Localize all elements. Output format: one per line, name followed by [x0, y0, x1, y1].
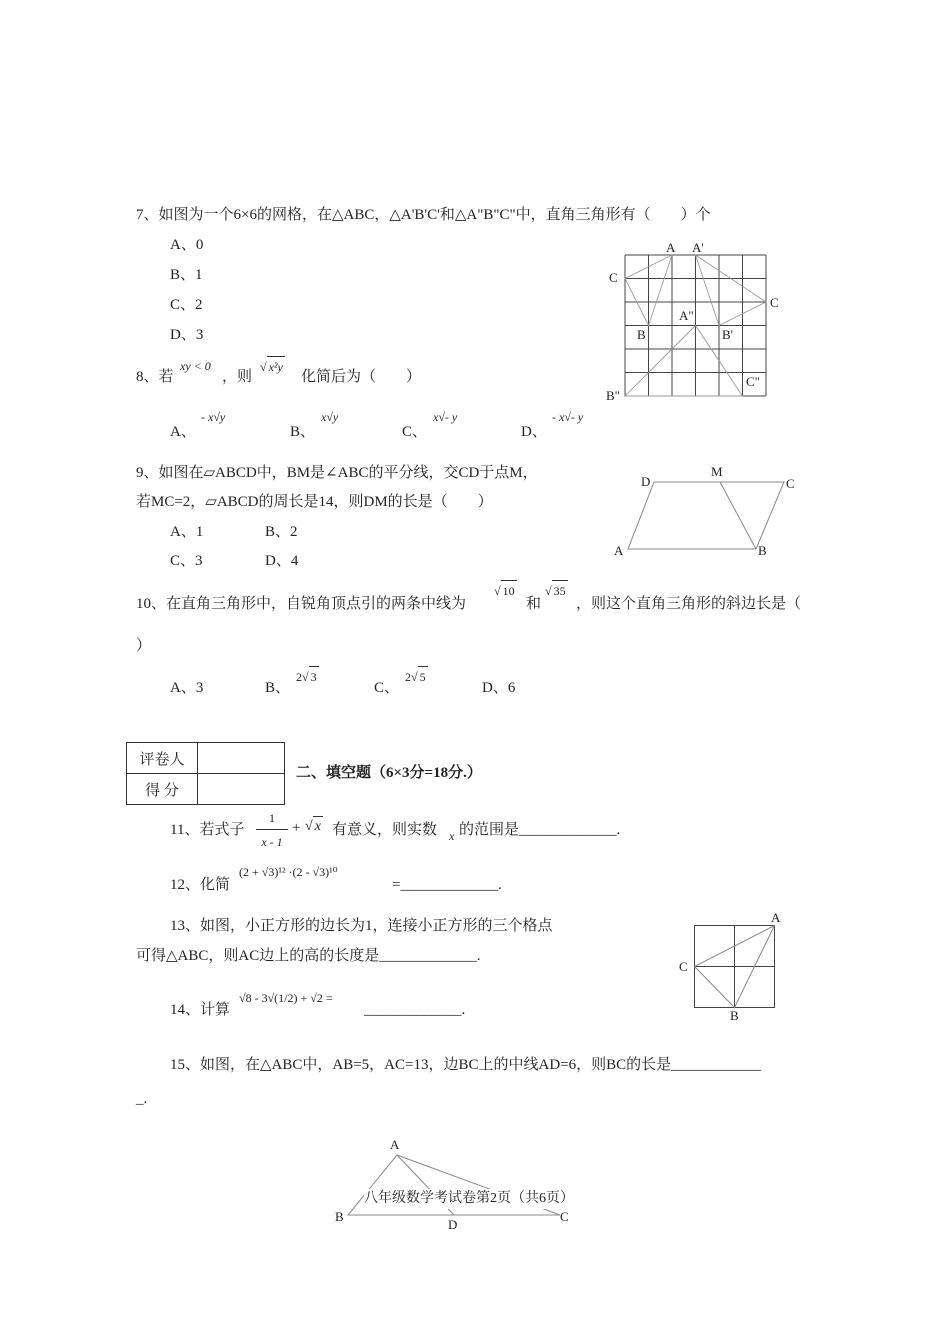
q12-expr: (2 + √3)¹² ·(2 - √3)¹⁰	[239, 865, 338, 879]
q10-root-10: √ 10	[494, 580, 517, 601]
score-table-grader-cell[interactable]	[198, 743, 285, 774]
q9-option-c: C、3	[170, 553, 203, 569]
q7-stem: 7、如图为一个6×6的网格，在△ABC，△A'B'C'和△A"B"C"中，直角三角形有（ ）个	[136, 207, 711, 223]
score-table	[126, 742, 285, 805]
q12-prefix: 12、化简	[170, 877, 231, 893]
q7-label-a-double: A"	[679, 308, 694, 323]
q11-var: x	[449, 829, 455, 843]
q15-label-d: D	[448, 1217, 458, 1232]
q15-line1: 15、如图，在△ABC中，AB=5，AC=13，边BC上的中线AD=6，则BC的长是____________	[170, 1057, 762, 1073]
page-footer: 八年级数学考试卷第2页（共6页）	[364, 1189, 574, 1209]
q7-label-c-double: C"	[746, 374, 760, 389]
q11-fraction-den: x - 1	[261, 835, 283, 849]
q10-option-c-expr: 2√ 5	[405, 666, 428, 687]
q10-suffix: ，则这个直角三角形的斜边长是（	[576, 596, 802, 612]
section-2-title: 二、填空题（6×3分=18分.）	[296, 765, 482, 781]
q11-radicand: x	[313, 816, 323, 837]
q8-option-d-expr: - x√- y	[552, 410, 584, 424]
q13-label-b: B	[730, 1008, 739, 1023]
q7-label-b-prime: B'	[722, 327, 734, 342]
q8-radicand: x²y	[267, 356, 285, 377]
q9-option-a: A、1	[170, 524, 204, 540]
q11-fraction-num: 1	[269, 811, 275, 825]
q10-option-a: A、3	[170, 680, 204, 696]
q7-label-a-prime: A'	[692, 240, 704, 255]
q10-option-c-letter: C、	[374, 680, 400, 696]
q11-mid: 有意义，则实数	[332, 822, 438, 838]
q11-prefix: 11、若式子	[170, 822, 245, 838]
q8-option-d-letter: D、	[521, 424, 547, 440]
score-table-score-cell[interactable]	[198, 774, 285, 805]
q10-option-c-coef: 2	[405, 670, 411, 684]
q8-condition: xy < 0	[180, 359, 211, 373]
q9-label-b: B	[758, 543, 767, 558]
q9-option-d: D、4	[265, 553, 299, 569]
q7-option-b: B、1	[170, 267, 203, 283]
q10-root-35: √ 35	[545, 580, 568, 601]
q13-grid-figure	[694, 925, 776, 1009]
q10-root-35-radicand: 35	[552, 580, 568, 601]
q8-option-b-letter: B、	[290, 424, 316, 440]
q9-label-a: A	[614, 543, 624, 558]
q11-fraction-bar	[256, 829, 288, 830]
q15-label-b: B	[335, 1209, 344, 1224]
q10-option-b-expr: 2√ 3	[296, 666, 319, 687]
score-table-grader-label: 评卷人	[127, 743, 198, 774]
q8-option-b-expr: x√y	[321, 410, 339, 424]
q7-option-a: A、0	[170, 237, 204, 253]
q8-option-c-expr: x√- y	[433, 410, 458, 424]
q9-label-d: D	[641, 474, 651, 489]
q7-label-c: C	[609, 270, 618, 285]
q9-line1: 9、如图在▱ABCD中，BM是∠ABC的平分线，交CD于点M，	[136, 465, 538, 481]
q13-label-c: C	[679, 959, 688, 974]
q8-mid: ，则	[222, 369, 253, 385]
q10-option-c-radicand: 5	[418, 666, 428, 687]
q11-suffix: 的范围是_____________.	[459, 822, 621, 838]
q10-option-b-coef: 2	[296, 670, 302, 684]
q7-option-d: D、3	[170, 327, 204, 343]
q15-label-c: C	[560, 1209, 569, 1224]
q15-label-a: A	[390, 1137, 400, 1152]
score-table-score-label: 得 分	[127, 774, 198, 805]
q13-line2: 可得△ABC，则AC边上的高的长度是_____________.	[136, 948, 481, 964]
q14-expr: √8 - 3√(1/2) + √2 =	[239, 991, 333, 1005]
q8-option-a-expr: - x√y	[201, 410, 226, 424]
q14-prefix: 14、计算	[170, 1002, 231, 1018]
q7-label-c-prime: C	[770, 295, 779, 310]
q15-line2: _.	[136, 1091, 148, 1107]
q8-radical: √ x²y	[260, 356, 285, 377]
q11-radical: √ x	[305, 816, 323, 837]
q13-line1: 13、如图，小正方形的边长为1，连接小正方形的三个格点	[170, 918, 553, 934]
q11-plus: +	[292, 820, 301, 836]
q13-label-a: A	[771, 910, 781, 925]
q10-option-b-letter: B、	[265, 680, 291, 696]
q10-and: 和	[526, 596, 542, 612]
q7-option-c: C、2	[170, 297, 203, 313]
q10-close-paren: ）	[136, 638, 152, 654]
q12-suffix: =_____________.	[392, 877, 502, 893]
q14-suffix: _____________.	[364, 1002, 466, 1018]
q8-option-a-letter: A、	[170, 424, 196, 440]
q10-option-d: D、6	[482, 680, 516, 696]
q15-triangle-figure	[340, 1150, 570, 1220]
q10-root-10-radicand: 10	[501, 580, 517, 601]
q8-option-c-letter: C、	[402, 424, 428, 440]
q8-suffix: 化简后为（ ）	[301, 369, 422, 385]
q7-label-b: B	[637, 327, 646, 342]
q10-prefix: 10、在直角三角形中，自锐角顶点引的两条中线为	[136, 596, 467, 612]
q7-label-a: A	[666, 240, 676, 255]
q9-label-m: M	[711, 464, 723, 479]
q8-prefix: 8、若	[136, 369, 174, 385]
q9-line2: 若MC=2，▱ABCD的周长是14，则DM的长是（ ）	[136, 494, 493, 510]
q7-label-b-double: B"	[606, 388, 620, 403]
q9-option-b: B、2	[265, 524, 298, 540]
q10-option-b-radicand: 3	[309, 666, 319, 687]
q9-label-c: C	[786, 476, 795, 491]
